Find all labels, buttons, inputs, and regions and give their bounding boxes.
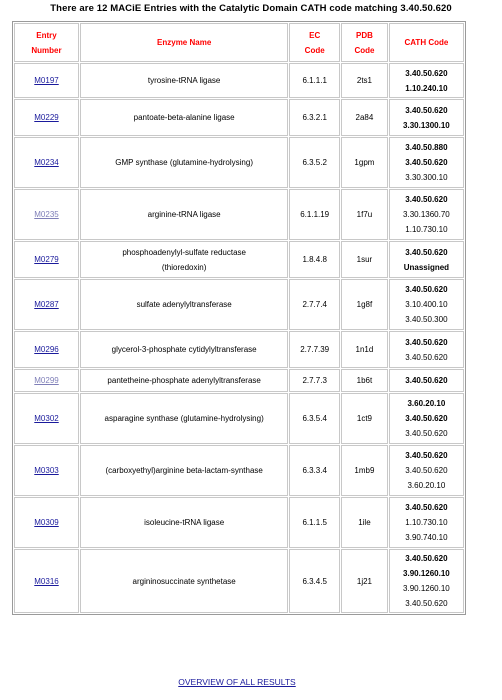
pdb-header-line-1: PDB — [355, 30, 373, 40]
ec-code-cell: 6.1.1.1 — [289, 63, 340, 98]
pdb-code-cell: 1g8f — [341, 279, 388, 330]
cath-code-cell — [389, 393, 464, 444]
cath-code-cell — [389, 63, 464, 98]
entry-link[interactable]: M0197 — [34, 76, 59, 85]
cath-code-cell — [389, 99, 464, 136]
table-row — [14, 189, 464, 240]
enzyme-name-text: GMP synthase (glutamine-hydrolysing) — [115, 158, 253, 167]
enzyme-name-text: pantetheine-phosphate adenylyltransferase — [107, 376, 261, 385]
enzyme-name-text: (carboxyethyl)arginine beta-lactam-synthase — [105, 466, 263, 475]
cath-code-text: 3.40.50.620 — [405, 554, 448, 563]
entry-link[interactable]: M0296 — [34, 345, 59, 354]
entry-link[interactable]: M0229 — [34, 113, 59, 122]
enzyme-name-text: glycerol-3-phosphate cytidylyltransferase — [111, 345, 257, 354]
pdb-code-cell: 1ct9 — [341, 393, 388, 444]
entry-number-cell — [14, 137, 79, 188]
cath-code-text: 3.10.400.10 — [405, 300, 448, 309]
enzyme-name-cell — [80, 137, 288, 188]
ec-code-cell: 6.3.4.5 — [289, 549, 340, 613]
cath-code-text: 1.10.730.10 — [405, 225, 448, 234]
enzyme-name-text: arginine-tRNA ligase — [147, 210, 221, 219]
cath-code-text: 3.30.300.10 — [405, 173, 448, 182]
pdb-code-cell: 2a84 — [341, 99, 388, 136]
ec-code-cell: 6.1.1.19 — [289, 189, 340, 240]
enzyme-name-cell — [80, 99, 288, 136]
cath-code-header — [389, 23, 464, 62]
entry-number-cell — [14, 63, 79, 98]
entry-number-cell — [14, 445, 79, 496]
entry-link[interactable]: M0234 — [34, 158, 59, 167]
table-row — [14, 279, 464, 330]
cath-code-text: 3.40.50.620 — [405, 105, 448, 115]
enzyme-name-cell — [80, 393, 288, 444]
cath-code-text: 3.40.50.620 — [405, 337, 448, 347]
ec-code-cell: 6.3.5.4 — [289, 393, 340, 444]
ec-code-cell: 6.1.1.5 — [289, 497, 340, 548]
pdb-code-cell: 1gpm — [341, 137, 388, 188]
ec-header-line-1: EC — [309, 30, 321, 40]
table-row — [14, 369, 464, 392]
results-body — [14, 63, 464, 613]
cath-code-text: 3.40.50.880 — [405, 143, 448, 152]
cath-code-text: 3.30.1360.70 — [403, 210, 450, 219]
enzyme-name-text: tyrosine-tRNA ligase — [147, 76, 221, 85]
table-row — [14, 445, 464, 496]
enzyme-name-header — [80, 23, 288, 62]
enzyme-name-cell — [80, 241, 288, 278]
ec-code-cell: 2.7.7.3 — [289, 369, 340, 392]
cath-code-text: 3.40.50.620 — [405, 158, 448, 167]
cath-code-text: 3.40.50.620 — [405, 247, 448, 257]
cath-code-text: 3.60.20.10 — [407, 399, 446, 408]
page-heading: There are 12 MACiE Entries with the Catalytic Domain CATH code matching 3.40.50.620 — [50, 3, 452, 14]
cath-code-cell — [389, 137, 464, 188]
cath-code-text: 3.40.50.620 — [405, 68, 448, 78]
enzyme-name-cell — [80, 189, 288, 240]
entry-number-cell — [14, 241, 79, 278]
cath-code-text: 3.40.50.620 — [405, 466, 448, 475]
results-table — [12, 21, 466, 615]
entry-link[interactable]: M0316 — [34, 576, 59, 586]
enzyme-name-text: (thioredoxin) — [161, 262, 207, 272]
entry-link[interactable]: M0235 — [34, 210, 59, 219]
cath-code-text: 3.40.50.620 — [405, 451, 448, 460]
entry-number-header — [14, 23, 79, 62]
enzyme-name-text: sulfate adenylyltransferase — [136, 300, 232, 309]
table-row — [14, 99, 464, 136]
entry-link[interactable]: M0279 — [34, 255, 59, 264]
enzyme-name-cell — [80, 279, 288, 330]
entry-number-cell — [14, 189, 79, 240]
pdb-code-cell: 1ile — [341, 497, 388, 548]
enzyme-name-cell — [80, 445, 288, 496]
cath-code-cell — [389, 241, 464, 278]
cath-code-text: 1.10.240.10 — [405, 83, 448, 93]
pdb-header-line-2: Code — [354, 45, 375, 55]
cath-code-text: 3.40.50.620 — [405, 599, 448, 608]
table-row — [14, 241, 464, 278]
enzyme-name-cell — [80, 369, 288, 392]
ec-code-cell: 2.7.7.4 — [289, 279, 340, 330]
enzyme-name-text: isoleucine-tRNA ligase — [144, 518, 225, 527]
pdb-code-cell: 1sur — [341, 241, 388, 278]
enzyme-name-text: argininosuccinate synthetase — [132, 576, 236, 586]
cath-code-cell — [389, 331, 464, 368]
cath-code-text: 3.90.1260.10 — [403, 584, 450, 593]
cath-code-text: 3.30.1300.10 — [403, 120, 450, 130]
entry-link[interactable]: M0302 — [34, 414, 59, 423]
cath-code-text: 3.40.50.620 — [405, 195, 448, 204]
enzyme-name-text: pantoate-beta-alanine ligase — [133, 113, 235, 122]
cath-code-text: Unassigned — [403, 262, 450, 272]
enzyme-name-text: asparagine synthase (glutamine-hydrolysing) — [104, 414, 264, 423]
ec-code-cell: 1.8.4.8 — [289, 241, 340, 278]
cath-code-cell — [389, 445, 464, 496]
entry-link[interactable]: M0287 — [34, 300, 59, 309]
cath-code-text: 1.10.730.10 — [405, 518, 448, 527]
cath-code-text: 3.90.740.10 — [405, 533, 448, 542]
pdb-code-cell: 1n1d — [341, 331, 388, 368]
cath-code-text: 3.40.50.620 — [405, 503, 448, 512]
ec-code-cell: 2.7.7.39 — [289, 331, 340, 368]
cath-code-cell — [389, 369, 464, 392]
cath-code-cell — [389, 279, 464, 330]
entry-number-cell — [14, 99, 79, 136]
entry-link[interactable]: M0299 — [34, 376, 59, 385]
cath-code-cell — [389, 549, 464, 613]
table-row — [14, 393, 464, 444]
cath-code-cell — [389, 189, 464, 240]
ec-code-cell: 6.3.3.4 — [289, 445, 340, 496]
enzyme-name-cell — [80, 63, 288, 98]
table-row — [14, 549, 464, 613]
table-row — [14, 63, 464, 98]
table-header-row — [14, 23, 464, 62]
entry-link[interactable]: M0303 — [34, 466, 59, 475]
table-row — [14, 137, 464, 188]
pdb-code-cell: 1f7u — [341, 189, 388, 240]
enzyme-name-cell — [80, 549, 288, 613]
enzyme-name-text: phosphoadenylyl-sulfate reductase — [122, 247, 246, 257]
entry-number-cell — [14, 549, 79, 613]
entry-number-cell — [14, 497, 79, 548]
ec-code-cell: 6.3.2.1 — [289, 99, 340, 136]
cath-code-cell — [389, 497, 464, 548]
entry-number-cell — [14, 331, 79, 368]
cath-code-text: 3.40.50.620 — [405, 352, 448, 362]
table-row — [14, 497, 464, 548]
overview-of-all-results-link[interactable]: OVERVIEW OF ALL RESULTS — [178, 677, 296, 687]
cath-header-label: CATH Code — [404, 38, 449, 47]
enzyme-name-cell — [80, 331, 288, 368]
pdb-code-cell: 2ts1 — [341, 63, 388, 98]
cath-code-text: 3.40.50.300 — [405, 315, 448, 324]
pdb-code-header — [341, 23, 388, 62]
ec-code-header — [289, 23, 340, 62]
pdb-code-cell: 1b6t — [341, 369, 388, 392]
cath-code-text: 3.40.50.620 — [405, 285, 448, 294]
entry-header-line-1: Entry — [36, 30, 57, 40]
cath-code-text: 3.60.20.10 — [407, 481, 446, 490]
entry-number-cell — [14, 279, 79, 330]
entry-number-cell — [14, 393, 79, 444]
entry-link[interactable]: M0309 — [34, 518, 59, 527]
table-row — [14, 331, 464, 368]
enzyme-name-cell — [80, 497, 288, 548]
enzyme-header-label: Enzyme Name — [157, 38, 212, 47]
cath-code-text: 3.40.50.620 — [405, 429, 448, 438]
cath-code-text: 3.40.50.620 — [405, 414, 448, 423]
ec-header-line-2: Code — [304, 45, 325, 55]
pdb-code-cell: 1j21 — [341, 549, 388, 613]
entry-header-line-2: Number — [31, 45, 62, 55]
cath-code-text: 3.40.50.620 — [405, 376, 448, 385]
pdb-code-cell: 1mb9 — [341, 445, 388, 496]
entry-number-cell — [14, 369, 79, 392]
ec-code-cell: 6.3.5.2 — [289, 137, 340, 188]
cath-code-text: 3.90.1260.10 — [403, 569, 450, 578]
